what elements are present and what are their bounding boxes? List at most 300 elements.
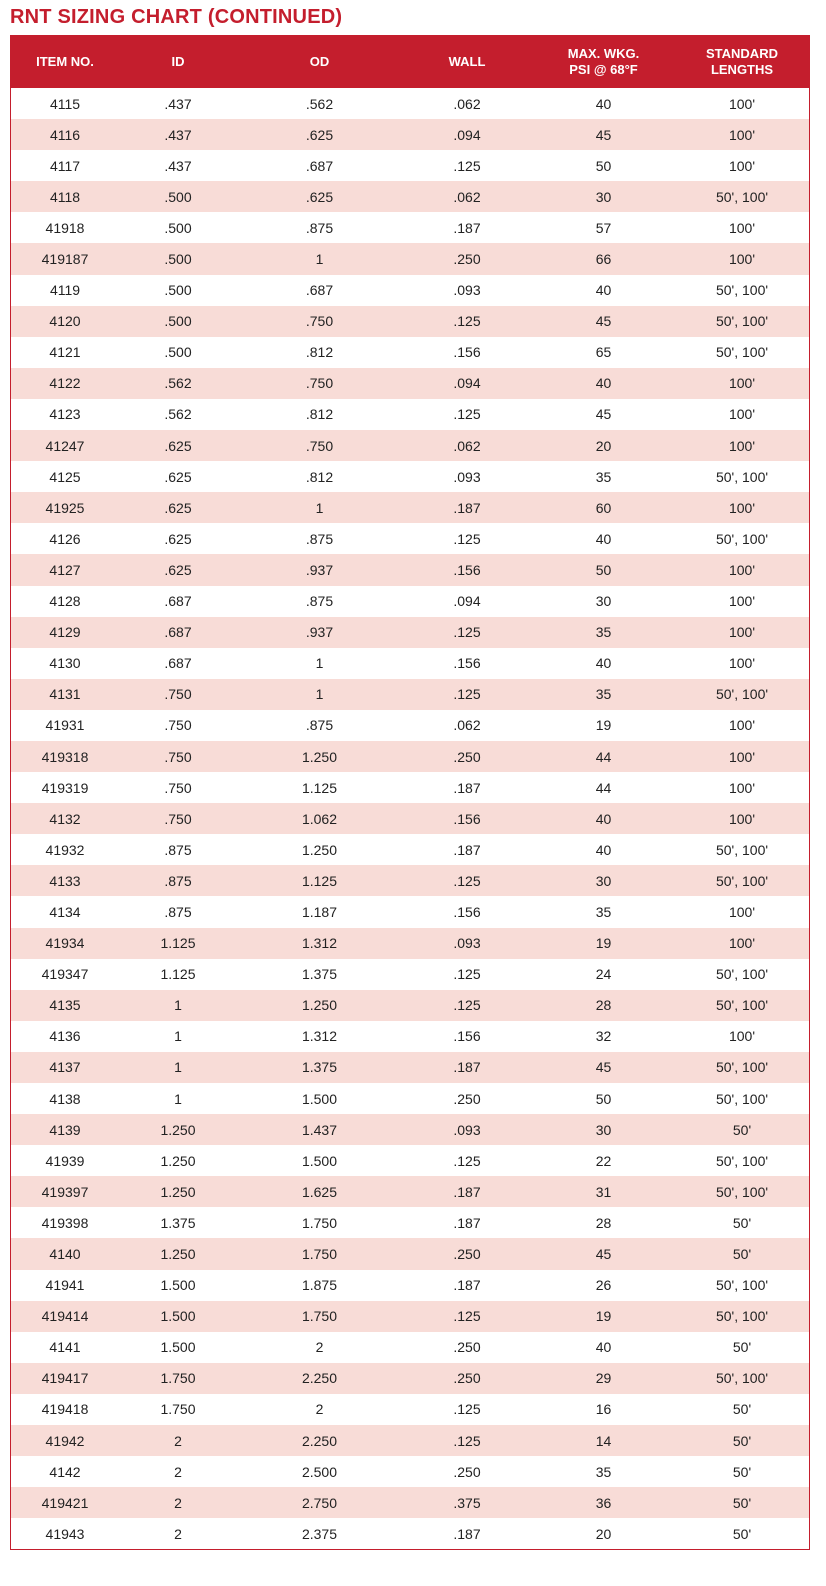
cell-max-psi: 20 [532,430,675,461]
cell-max-psi: 19 [532,1301,675,1332]
cell-id: 2 [119,1487,237,1518]
cell-item-no: 4123 [11,399,119,430]
cell-item-no: 4128 [11,586,119,617]
cell-standard-lengths: 100' [675,772,809,803]
cell-wall: .062 [402,710,532,741]
cell-wall: .250 [402,243,532,274]
table-row [11,1394,809,1425]
cell-od: 1.062 [237,803,402,834]
cell-wall: .125 [402,523,532,554]
cell-item-no: 4127 [11,554,119,585]
table-row [11,1456,809,1487]
table-row [11,803,809,834]
table-row [11,243,809,274]
cell-od: 2.375 [237,1518,402,1549]
table-row [11,1487,809,1518]
cell-id: 1.250 [119,1145,237,1176]
cell-wall: .187 [402,1176,532,1207]
cell-od: 2.250 [237,1363,402,1394]
cell-max-psi: 14 [532,1425,675,1456]
cell-item-no: 41943 [11,1518,119,1549]
cell-standard-lengths: 50', 100' [675,1145,809,1176]
cell-id: 2 [119,1518,237,1549]
cell-item-no: 41932 [11,834,119,865]
cell-standard-lengths: 50', 100' [675,337,809,368]
cell-wall: .250 [402,1238,532,1269]
cell-standard-lengths: 50', 100' [675,959,809,990]
cell-standard-lengths: 50' [675,1114,809,1145]
cell-wall: .062 [402,430,532,461]
cell-standard-lengths: 100' [675,430,809,461]
cell-standard-lengths: 50', 100' [675,865,809,896]
cell-od: .750 [237,368,402,399]
cell-item-no: 4139 [11,1114,119,1145]
cell-item-no: 419418 [11,1394,119,1425]
cell-standard-lengths: 50' [675,1425,809,1456]
cell-id: 2 [119,1456,237,1487]
header-max-psi-line2: PSI @ 68°F [569,61,638,77]
cell-id: .500 [119,306,237,337]
table-row [11,306,809,337]
cell-wall: .156 [402,1021,532,1052]
cell-id: 1 [119,1052,237,1083]
cell-item-no: 41918 [11,212,119,243]
cell-wall: .187 [402,1270,532,1301]
table-row [11,181,809,212]
cell-od: 1.250 [237,741,402,772]
sizing-table [11,35,809,1549]
table-row [11,772,809,803]
cell-item-no: 4116 [11,119,119,150]
cell-id: 1.375 [119,1207,237,1238]
cell-wall: .156 [402,648,532,679]
cell-item-no: 4117 [11,150,119,181]
cell-od: 2 [237,1394,402,1425]
cell-wall: .375 [402,1487,532,1518]
cell-od: 1.500 [237,1083,402,1114]
cell-item-no: 419187 [11,243,119,274]
cell-item-no: 4120 [11,306,119,337]
cell-item-no: 41941 [11,1270,119,1301]
cell-max-psi: 40 [532,803,675,834]
cell-id: .625 [119,461,237,492]
cell-id: 1.125 [119,928,237,959]
cell-item-no: 4121 [11,337,119,368]
cell-od: 2.500 [237,1456,402,1487]
header-standard-lengths [675,35,809,88]
table-row [11,741,809,772]
cell-id: 1 [119,1021,237,1052]
cell-max-psi: 50 [532,150,675,181]
cell-item-no: 41934 [11,928,119,959]
cell-standard-lengths: 50' [675,1332,809,1363]
cell-wall: .093 [402,275,532,306]
cell-max-psi: 30 [532,865,675,896]
cell-id: .625 [119,554,237,585]
table-row [11,1332,809,1363]
cell-wall: .125 [402,150,532,181]
cell-od: 1 [237,648,402,679]
cell-od: .812 [237,399,402,430]
header-row [11,35,809,88]
cell-od: .687 [237,150,402,181]
cell-standard-lengths: 100' [675,88,809,119]
cell-id: .750 [119,741,237,772]
table-row [11,990,809,1021]
cell-id: .625 [119,523,237,554]
table-row [11,119,809,150]
cell-item-no: 419398 [11,1207,119,1238]
cell-item-no: 4140 [11,1238,119,1269]
header-lengths-line1: STANDARD [706,45,778,61]
page-title: RNT SIZING CHART (CONTINUED) [10,6,343,28]
table-row [11,1114,809,1145]
cell-item-no: 419347 [11,959,119,990]
cell-max-psi: 57 [532,212,675,243]
cell-od: 1 [237,243,402,274]
table-row [11,1270,809,1301]
cell-od: 1 [237,492,402,523]
table-row [11,150,809,181]
cell-item-no: 4115 [11,88,119,119]
cell-od: .875 [237,586,402,617]
cell-max-psi: 44 [532,772,675,803]
cell-id: 1.750 [119,1394,237,1425]
table-row [11,368,809,399]
cell-id: .687 [119,648,237,679]
table-header [11,35,809,88]
cell-max-psi: 19 [532,928,675,959]
cell-wall: .125 [402,959,532,990]
cell-standard-lengths: 50' [675,1207,809,1238]
cell-item-no: 4134 [11,896,119,927]
table-row [11,834,809,865]
cell-max-psi: 16 [532,1394,675,1425]
cell-item-no: 41942 [11,1425,119,1456]
cell-standard-lengths: 50', 100' [675,679,809,710]
cell-od: .562 [237,88,402,119]
cell-wall: .125 [402,399,532,430]
cell-standard-lengths: 100' [675,150,809,181]
cell-od: 1.750 [237,1207,402,1238]
cell-standard-lengths: 50', 100' [675,1083,809,1114]
cell-id: .500 [119,243,237,274]
header-max-psi-line1: MAX. WKG. [567,45,640,61]
cell-item-no: 4131 [11,679,119,710]
cell-wall: .156 [402,896,532,927]
cell-wall: .187 [402,1518,532,1549]
cell-od: .687 [237,275,402,306]
cell-id: .875 [119,865,237,896]
cell-standard-lengths: 100' [675,399,809,430]
cell-od: 1.250 [237,834,402,865]
cell-item-no: 419421 [11,1487,119,1518]
cell-wall: .125 [402,617,532,648]
cell-max-psi: 32 [532,1021,675,1052]
table-row [11,275,809,306]
cell-standard-lengths: 100' [675,710,809,741]
cell-od: .937 [237,617,402,648]
header-od: OD [237,35,402,88]
cell-wall: .187 [402,492,532,523]
cell-item-no: 41939 [11,1145,119,1176]
cell-id: .437 [119,88,237,119]
table-row [11,959,809,990]
cell-id: .625 [119,430,237,461]
cell-od: 2 [237,1332,402,1363]
cell-id: .687 [119,617,237,648]
cell-wall: .125 [402,1301,532,1332]
cell-item-no: 4136 [11,1021,119,1052]
cell-wall: .187 [402,1207,532,1238]
cell-id: .500 [119,275,237,306]
cell-id: .437 [119,150,237,181]
cell-max-psi: 45 [532,399,675,430]
cell-item-no: 419319 [11,772,119,803]
cell-max-psi: 19 [532,710,675,741]
table-row [11,1176,809,1207]
table-row [11,430,809,461]
table-row [11,896,809,927]
cell-wall: .125 [402,865,532,896]
cell-max-psi: 45 [532,119,675,150]
cell-item-no: 4132 [11,803,119,834]
header-wall: WALL [402,35,532,88]
cell-item-no: 4142 [11,1456,119,1487]
cell-item-no: 4138 [11,1083,119,1114]
table-row [11,461,809,492]
cell-max-psi: 26 [532,1270,675,1301]
cell-standard-lengths: 50', 100' [675,1176,809,1207]
cell-max-psi: 44 [532,741,675,772]
table-row [11,586,809,617]
table-row [11,1145,809,1176]
cell-id: 1.500 [119,1270,237,1301]
cell-standard-lengths: 100' [675,368,809,399]
cell-id: .750 [119,679,237,710]
cell-standard-lengths: 50', 100' [675,990,809,1021]
cell-max-psi: 40 [532,368,675,399]
cell-wall: .156 [402,554,532,585]
cell-od: 1.312 [237,928,402,959]
cell-standard-lengths: 100' [675,586,809,617]
table-row [11,337,809,368]
cell-id: 1.125 [119,959,237,990]
cell-id: .875 [119,834,237,865]
cell-standard-lengths: 100' [675,1021,809,1052]
cell-max-psi: 30 [532,586,675,617]
cell-max-psi: 40 [532,648,675,679]
cell-standard-lengths: 100' [675,554,809,585]
cell-wall: .187 [402,1052,532,1083]
cell-id: .875 [119,896,237,927]
cell-id: .437 [119,119,237,150]
table-row [11,1238,809,1269]
cell-od: .875 [237,523,402,554]
table-row [11,710,809,741]
cell-max-psi: 45 [532,1238,675,1269]
header-id: ID [119,35,237,88]
cell-max-psi: 35 [532,896,675,927]
cell-item-no: 4129 [11,617,119,648]
cell-max-psi: 24 [532,959,675,990]
table-row [11,212,809,243]
cell-max-psi: 35 [532,461,675,492]
cell-od: 1.250 [237,990,402,1021]
cell-id: 1.500 [119,1332,237,1363]
cell-item-no: 4141 [11,1332,119,1363]
cell-od: 1.125 [237,865,402,896]
cell-max-psi: 40 [532,1332,675,1363]
header-lengths-line2: LENGTHS [710,61,774,77]
cell-id: .500 [119,181,237,212]
cell-wall: .093 [402,1114,532,1145]
cell-standard-lengths: 50', 100' [675,1301,809,1332]
cell-max-psi: 45 [532,306,675,337]
cell-id: .500 [119,337,237,368]
cell-wall: .250 [402,741,532,772]
cell-item-no: 41931 [11,710,119,741]
cell-wall: .062 [402,181,532,212]
cell-standard-lengths: 50', 100' [675,1363,809,1394]
cell-id: 1.250 [119,1176,237,1207]
table-row [11,1363,809,1394]
cell-wall: .062 [402,88,532,119]
cell-max-psi: 40 [532,523,675,554]
cell-od: 1.375 [237,1052,402,1083]
cell-od: 1.312 [237,1021,402,1052]
table-body [11,88,809,1549]
cell-id: 1.750 [119,1363,237,1394]
cell-od: 1.750 [237,1301,402,1332]
header-max-psi [532,35,675,88]
cell-od: 1.375 [237,959,402,990]
cell-standard-lengths: 50', 100' [675,181,809,212]
cell-wall: .093 [402,928,532,959]
header-item-no: ITEM NO. [11,35,119,88]
cell-od: 1 [237,679,402,710]
cell-standard-lengths: 50', 100' [675,275,809,306]
cell-standard-lengths: 100' [675,741,809,772]
table-row [11,648,809,679]
cell-od: 1.500 [237,1145,402,1176]
cell-wall: .250 [402,1083,532,1114]
cell-standard-lengths: 100' [675,617,809,648]
table-row [11,1207,809,1238]
cell-od: 1.875 [237,1270,402,1301]
cell-item-no: 4130 [11,648,119,679]
cell-max-psi: 40 [532,834,675,865]
cell-max-psi: 30 [532,181,675,212]
cell-item-no: 419417 [11,1363,119,1394]
cell-max-psi: 35 [532,1456,675,1487]
table-row [11,1301,809,1332]
cell-standard-lengths: 50', 100' [675,1052,809,1083]
cell-max-psi: 20 [532,1518,675,1549]
cell-standard-lengths: 50', 100' [675,1270,809,1301]
table-row [11,1518,809,1549]
cell-standard-lengths: 100' [675,803,809,834]
cell-id: 1.250 [119,1114,237,1145]
table-row [11,679,809,710]
cell-item-no: 4118 [11,181,119,212]
cell-wall: .125 [402,1394,532,1425]
cell-standard-lengths: 100' [675,119,809,150]
cell-wall: .156 [402,337,532,368]
cell-wall: .187 [402,834,532,865]
table-row [11,1083,809,1114]
cell-wall: .187 [402,212,532,243]
cell-od: 1.187 [237,896,402,927]
cell-max-psi: 65 [532,337,675,368]
cell-wall: .094 [402,119,532,150]
cell-max-psi: 28 [532,990,675,1021]
cell-od: .875 [237,212,402,243]
cell-od: .625 [237,181,402,212]
cell-od: .812 [237,337,402,368]
cell-wall: .250 [402,1363,532,1394]
cell-item-no: 419397 [11,1176,119,1207]
cell-standard-lengths: 100' [675,212,809,243]
cell-item-no: 4125 [11,461,119,492]
cell-id: .625 [119,492,237,523]
cell-item-no: 41925 [11,492,119,523]
cell-max-psi: 31 [532,1176,675,1207]
cell-id: .687 [119,586,237,617]
cell-max-psi: 35 [532,617,675,648]
cell-standard-lengths: 50', 100' [675,461,809,492]
cell-standard-lengths: 100' [675,928,809,959]
cell-item-no: 4133 [11,865,119,896]
cell-max-psi: 45 [532,1052,675,1083]
cell-standard-lengths: 50', 100' [675,523,809,554]
cell-id: .562 [119,399,237,430]
cell-od: .875 [237,710,402,741]
cell-max-psi: 50 [532,554,675,585]
cell-standard-lengths: 50' [675,1518,809,1549]
cell-standard-lengths: 50' [675,1456,809,1487]
cell-id: 1.250 [119,1238,237,1269]
cell-max-psi: 30 [532,1114,675,1145]
cell-wall: .125 [402,990,532,1021]
cell-od: .750 [237,306,402,337]
cell-od: 1.125 [237,772,402,803]
cell-wall: .125 [402,1145,532,1176]
cell-wall: .093 [402,461,532,492]
cell-id: 1.500 [119,1301,237,1332]
table-row [11,523,809,554]
cell-od: .625 [237,119,402,150]
cell-item-no: 4119 [11,275,119,306]
cell-od: 2.750 [237,1487,402,1518]
cell-standard-lengths: 100' [675,896,809,927]
cell-item-no: 41247 [11,430,119,461]
cell-id: .500 [119,212,237,243]
cell-standard-lengths: 50' [675,1238,809,1269]
table-row [11,399,809,430]
cell-wall: .125 [402,679,532,710]
cell-wall: .125 [402,1425,532,1456]
cell-wall: .250 [402,1332,532,1363]
table-row [11,88,809,119]
cell-od: .812 [237,461,402,492]
cell-max-psi: 28 [532,1207,675,1238]
table-row [11,1021,809,1052]
cell-item-no: 4122 [11,368,119,399]
cell-od: 1.625 [237,1176,402,1207]
cell-od: 1.437 [237,1114,402,1145]
cell-id: 1 [119,990,237,1021]
